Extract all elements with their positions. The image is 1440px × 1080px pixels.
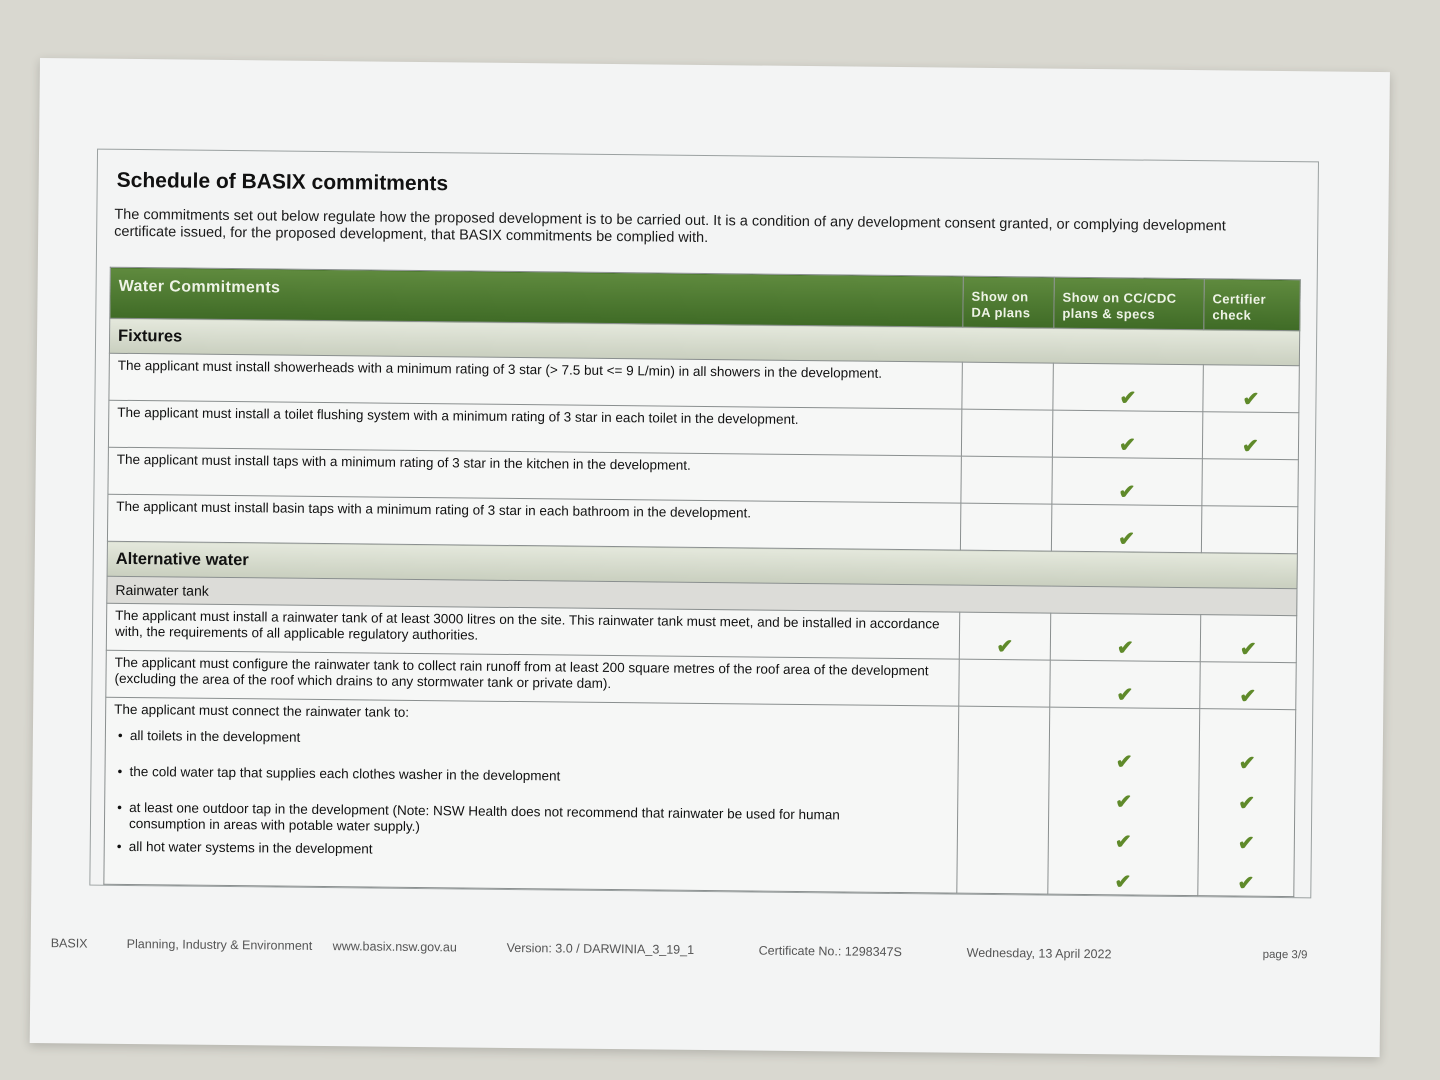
cc-cell (1048, 707, 1200, 896)
da-cell (959, 612, 1050, 660)
footer-department: Planning, Industry & Environment (126, 936, 313, 953)
da-cell (961, 456, 1052, 504)
checkmark-icon: ✔ (1239, 685, 1257, 708)
check-stack (1206, 713, 1287, 894)
cc-cell (1050, 613, 1200, 662)
page-title: Schedule of BASIX commitments (116, 168, 449, 196)
da-cell (961, 409, 1052, 457)
da-cell (962, 362, 1053, 410)
header-water-commitments: Water Commitments (110, 267, 963, 327)
bullet-text: at least one outdoor tap in the development (Note: NSW Health does not recommend that rainwater be used for human consumption in areas with potable water supply.) (128, 799, 840, 835)
commitment-text: The applicant must install taps with a minimum rating of 3 star in the kitchen in the development. (108, 447, 961, 503)
cc-cell (1052, 410, 1202, 459)
bullet-text: the cold water tap that supplies each clothes washer in the development (129, 763, 561, 784)
checkmark-icon: ✔ (1237, 832, 1255, 855)
footer-page: page 3/9 (1262, 948, 1308, 962)
commitment-text: The applicant must configure the rainwater tank to collect rain runoff from at least 200 square metres of the roof area of the development (excluding the area of the roof which drains to any stormwater tank or private dam). (106, 650, 959, 706)
intro-paragraph: The commitments set out below regulate how the proposed development is to be carried out. It is a condition of any development consent granted, or complying development certificate issued, for the proposed development, that BASIX commitments be complied with. (114, 206, 1226, 247)
header-show-on-da: Show on DA plans (963, 276, 1055, 328)
bullet-item: • all hot water systems in the development (116, 838, 373, 857)
connect-lead: The applicant must connect the rainwater tank to: (114, 701, 410, 720)
section-title: Alternative water (107, 541, 1297, 588)
commitment-text: The applicant must install basin taps with a minimum rating of 3 star in each bathroom in the development. (107, 494, 960, 550)
document-page (30, 58, 1390, 1057)
bullet-text: all toilets in the development (129, 727, 301, 745)
bullet-text: all hot water systems in the development (128, 838, 373, 857)
footer-date: Wednesday, 13 April 2022 (966, 945, 1112, 962)
checkmark-icon: ✔ (1119, 387, 1137, 410)
da-cell (959, 659, 1050, 707)
commitment-text: The applicant must install a rainwater tank of at least 3000 litres on the site. This rainwater tank must meet, and be installed in accordance with, the requirements of all applicable regulatory authorities. (106, 603, 959, 659)
checkmark-icon: ✔ (1242, 388, 1260, 411)
cc-cell (1051, 504, 1201, 553)
cert-cell (1202, 459, 1298, 507)
checkmark-icon: ✔ (1237, 872, 1255, 895)
cert-cell (1201, 506, 1297, 554)
checkmark-icon: ✔ (1116, 637, 1134, 660)
cert-cell (1198, 709, 1296, 897)
check-stack (1056, 712, 1191, 893)
cert-cell (1200, 662, 1296, 710)
checkmark-icon: ✔ (1115, 791, 1133, 814)
cert-cell (1202, 412, 1298, 460)
checkmark-icon: ✔ (1238, 752, 1256, 775)
footer-url: www.basix.nsw.gov.au (332, 939, 457, 955)
checkmark-icon: ✔ (1118, 528, 1136, 551)
table-row (104, 697, 1296, 896)
bullet-item: • at least one outdoor tap in the development (Note: NSW Health does not recommend that rainwater be used for human consumption in areas with potable water supply.) (117, 799, 840, 835)
commitment-text: The applicant must install showerheads with a minimum rating of 3 star (> 7.5 but <= 9 L/min) in all showers in the development. (109, 353, 962, 409)
cc-cell (1053, 363, 1203, 412)
checkmark-icon: ✔ (1114, 871, 1132, 894)
checkmark-icon: ✔ (1115, 751, 1133, 774)
section-title: Fixtures (109, 318, 1299, 365)
checkmark-icon: ✔ (1118, 434, 1136, 457)
da-cell (957, 706, 1050, 894)
checkmark-icon: ✔ (1114, 831, 1132, 854)
cert-cell (1203, 365, 1299, 413)
header-certifier-check: Certifier check (1204, 279, 1301, 331)
da-cell (960, 503, 1051, 551)
bullet-item: • all toilets in the development (117, 727, 301, 745)
checkmark-icon: ✔ (996, 636, 1014, 659)
cert-cell (1200, 615, 1296, 663)
cc-cell (1050, 660, 1200, 709)
checkmark-icon: ✔ (1118, 481, 1136, 504)
header-show-on-cc: Show on CC/CDC plans & specs (1054, 277, 1205, 330)
footer-version: Version: 3.0 / DARWINIA_3_19_1 (506, 940, 695, 957)
checkmark-icon: ✔ (1116, 684, 1134, 707)
commitment-text (104, 697, 959, 893)
cc-cell (1052, 457, 1202, 506)
checkmark-icon: ✔ (1238, 792, 1256, 815)
commitments-table (103, 267, 1300, 897)
checkmark-icon: ✔ (1241, 435, 1259, 458)
checkmark-icon: ✔ (1239, 638, 1257, 661)
subsection-title: Rainwater tank (107, 576, 1297, 615)
footer-certificate: Certificate No.: 1298347S (758, 943, 902, 960)
bullet-item: • the cold water tap that supplies each clothes washer in the development (117, 763, 561, 784)
footer-brand: BASIX (50, 936, 88, 951)
commitment-text: The applicant must install a toilet flushing system with a minimum rating of 3 star in each toilet in the development. (108, 400, 961, 456)
